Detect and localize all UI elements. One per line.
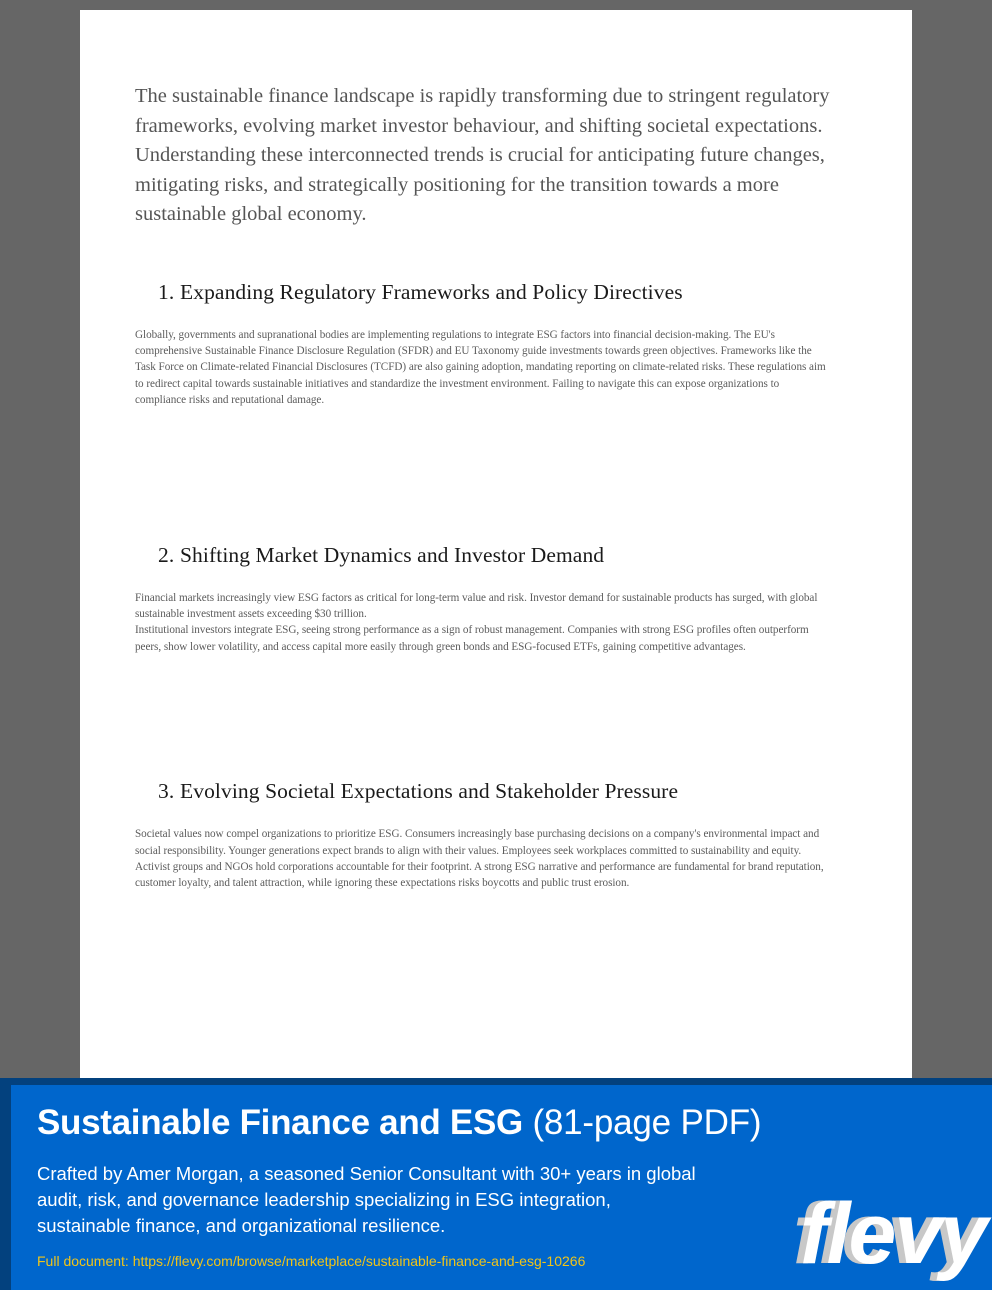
section-2 bbox=[135, 541, 857, 656]
section-2-heading-text: Shifting Market Dynamics and Investor Demand bbox=[180, 542, 605, 567]
banner-title-main: Sustainable Finance and ESG bbox=[37, 1103, 523, 1142]
banner-content bbox=[37, 1102, 837, 1270]
banner-top-rule bbox=[0, 1078, 992, 1085]
section-2-number: 2. bbox=[158, 542, 175, 567]
section-1 bbox=[135, 278, 857, 409]
banner-title bbox=[37, 1102, 837, 1144]
section-1-paragraph: Globally, governments and supranational bodies are implementing regulations to integrate ESG factors into financial decision-making. The EU's comprehensive Sustainable Finance Disclosure Regulation (SFDR) and EU Taxonomy guide investments towards green objectives. Frameworks like the Task Force on Climate-related Financial Disclosures (TCFD) are also gaining adoption, mandating reporting on climate-related risks. These regulations aim to redirect capital towards sustainable initiatives and standardize the investment environment. Failing to navigate this can expose organizations to compliance risks and reputational damage. bbox=[135, 327, 826, 407]
banner-description: Crafted by Amer Morgan, a seasoned Senior Consultant with 30+ years in global audit, risk, and governance leadership specializing in ESG integration, sustainable finance, and organizational resilience. bbox=[37, 1163, 696, 1236]
banner-title-pagecount: (81-page PDF) bbox=[522, 1103, 762, 1142]
document-page bbox=[80, 10, 912, 1078]
flevy-logo[interactable] bbox=[746, 1181, 986, 1282]
full-document-link[interactable]: Full document: https://flevy.com/browse/marketplace/sustainable-finance-and-esg-10266 bbox=[37, 1253, 586, 1269]
intro-paragraph: The sustainable finance landscape is rapidly transforming due to stringent regulatory frameworks, evolving market investor behaviour, and shifting societal expectations. Understanding these interconnected trends is crucial for anticipating future changes, mitigating risks, and strategically positioning for the transition towards a more sustainable global economy. bbox=[135, 85, 830, 225]
section-1-heading bbox=[158, 278, 857, 306]
section-2-heading bbox=[158, 541, 857, 569]
section-3-heading bbox=[158, 777, 857, 805]
document-content bbox=[135, 82, 857, 892]
section-3 bbox=[135, 777, 857, 892]
section-1-body bbox=[135, 327, 832, 409]
section-2-paragraph-1: Financial markets increasingly view ESG factors as critical for long-term value and risk. Investor demand for sustainable products has surged, with global sustainable investment assets exceeding $30 trillion. bbox=[135, 590, 818, 620]
section-spacer-2 bbox=[135, 655, 857, 729]
section-1-number: 1. bbox=[158, 279, 175, 304]
banner-left-rule bbox=[0, 1078, 11, 1290]
section-2-body bbox=[135, 590, 832, 656]
section-1-heading-text: Expanding Regulatory Frameworks and Policy Directives bbox=[180, 279, 683, 304]
promo-banner bbox=[0, 1078, 992, 1290]
section-3-paragraph: Societal values now compel organizations to prioritize ESG. Consumers increasingly base purchasing decisions on a company's environmental impact and social responsibility. Younger generations expect brands to align with their values. Employees seek workplaces committed to sustainability and equity. Activist groups and NGOs hold corporations accountable for their footprint. A strong ESG narrative and performance are fundamental for brand reputation, customer loyalty, and talent attraction, while ignoring these expectations risks boycotts and public trust erosion. bbox=[135, 827, 824, 890]
section-3-heading-text: Evolving Societal Expectations and Stakeholder Pressure bbox=[180, 779, 679, 804]
section-spacer-1 bbox=[135, 409, 857, 493]
section-3-body bbox=[135, 826, 832, 892]
sections-list bbox=[135, 278, 857, 892]
section-3-number: 3. bbox=[158, 779, 175, 804]
flevy-logo-text: flevy bbox=[799, 1186, 986, 1282]
section-2-paragraph-2: Institutional investors integrate ESG, seeing strong performance as a sign of robust management. Companies with strong ESG profiles often outperform peers, show lower volatility, and access capital more easily through green bonds and ESG-focused ETFs, gaining competitive advantages. bbox=[135, 623, 809, 653]
